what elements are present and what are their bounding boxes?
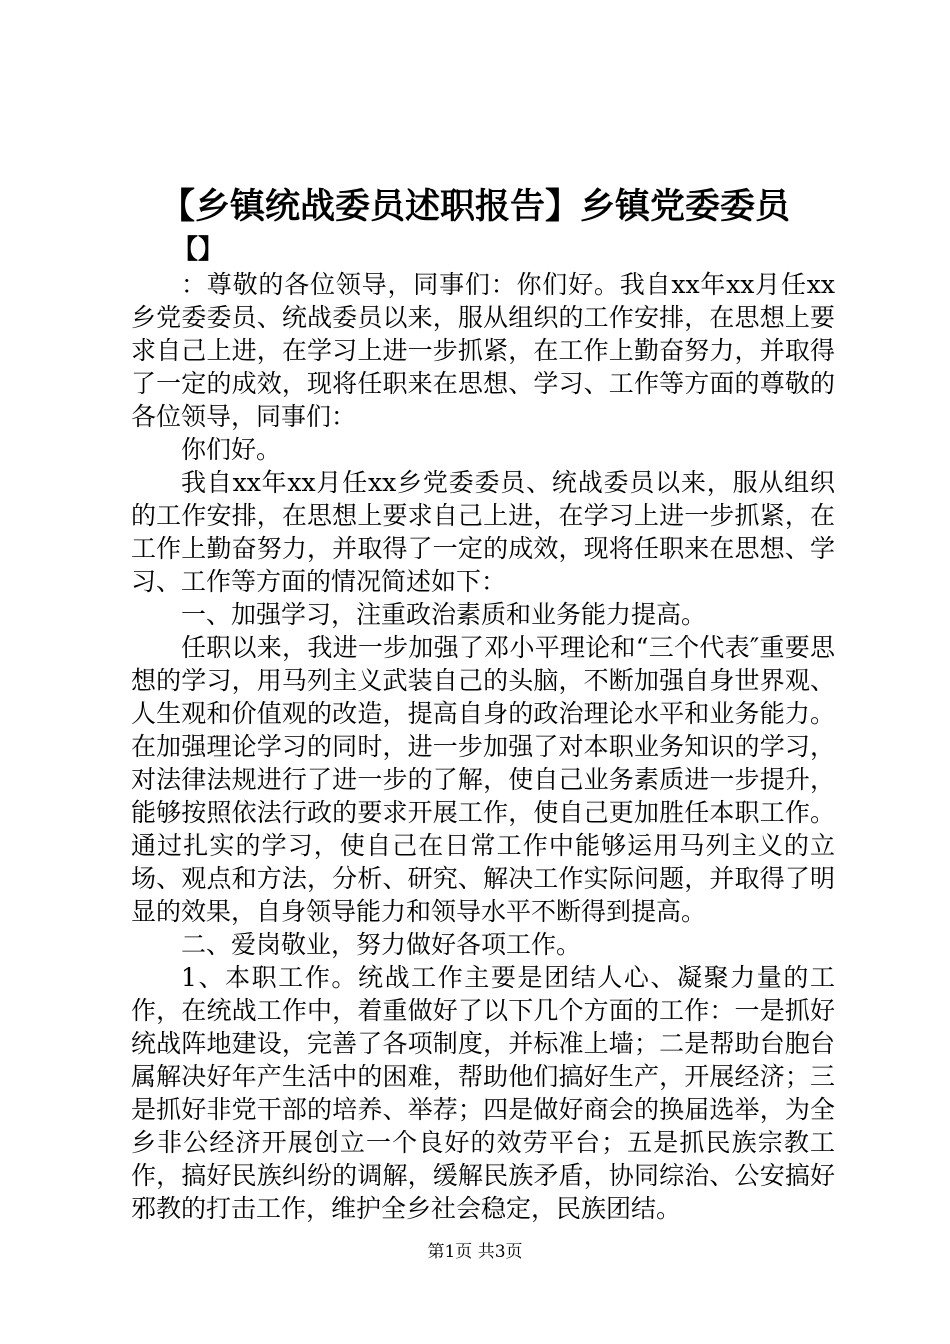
- paragraph: 你们好。: [181, 435, 282, 464]
- document-title: 【乡镇统战委员述职报告】乡镇党委委员: [159, 186, 790, 227]
- paragraph: 任职以来，我进一步加强了邓小平理论和“三个代表″重要思想的学习，用马列主义武装自己的头脑，不断加强自身世界观、人生观和价值观的改造，提高自身的政治理论水平和业务能力。在加强理论学习的同时，进一步加强了对本职业务知识的学习，对法律法规进行了进一步的了解，使自己业务素质进一步提升，能够按照依法行政的要求开展工作，使自己更加胜任本职工作。通过扎实的学习，使自己在日常工作中能够运用马列主义的立场、观点和方法，分析、研究、解决工作实际问题，并取得了明显的效果，自身领导能力和领导水平不断得到提高。: [131, 633, 835, 926]
- section-heading: 二、爱岗敬业，努力做好各项工作。: [181, 930, 582, 959]
- document-body: [131, 268, 835, 1225]
- paragraph: ：尊敬的各位领导，同事们：你们好。我自xx年xx月任xx乡党委委员、统战委员以来，服从组织的工作安排，在思想上要求自己上进，在学习上进一步抓紧，在工作上勤奋努力，并取得了一定的成效，现将任职来在思想、学习、工作等方面的尊敬的各位领导，同事们：: [131, 270, 835, 431]
- paragraph: 1、本职工作。统战工作主要是团结人心、凝聚力量的工作，在统战工作中，着重做好了以下几个方面的工作：一是抓好统战阵地建设，完善了各项制度，并标准上墙；二是帮助台胞台属解决好年产生活中的困难，帮助他们搞好生产，开展经济；三是抓好非党干部的培养、举荐；四是做好商会的换届选举，为全乡非公经济开展创立一个良好的效劳平台；五是抓民族宗教工作，搞好民族纠纷的调解，缓解民族矛盾，协同综治、公安搞好邪教的打击工作，维护全乡社会稳定，民族团结。: [131, 963, 835, 1223]
- section-heading: 一、加强学习，注重政治素质和业务能力提高。: [181, 600, 707, 629]
- paragraph: 我自xx年xx月任xx乡党委委员、统战委员以来，服从组织的工作安排，在思想上要求自己上进，在学习上进一步抓紧，在工作上勤奋努力，并取得了一定的成效，现将任职来在思想、学习、工作等方面的情况简述如下：: [131, 468, 835, 596]
- document-subtitle: 【】: [172, 235, 225, 265]
- page-footer: 第1页 共3页: [427, 1242, 523, 1262]
